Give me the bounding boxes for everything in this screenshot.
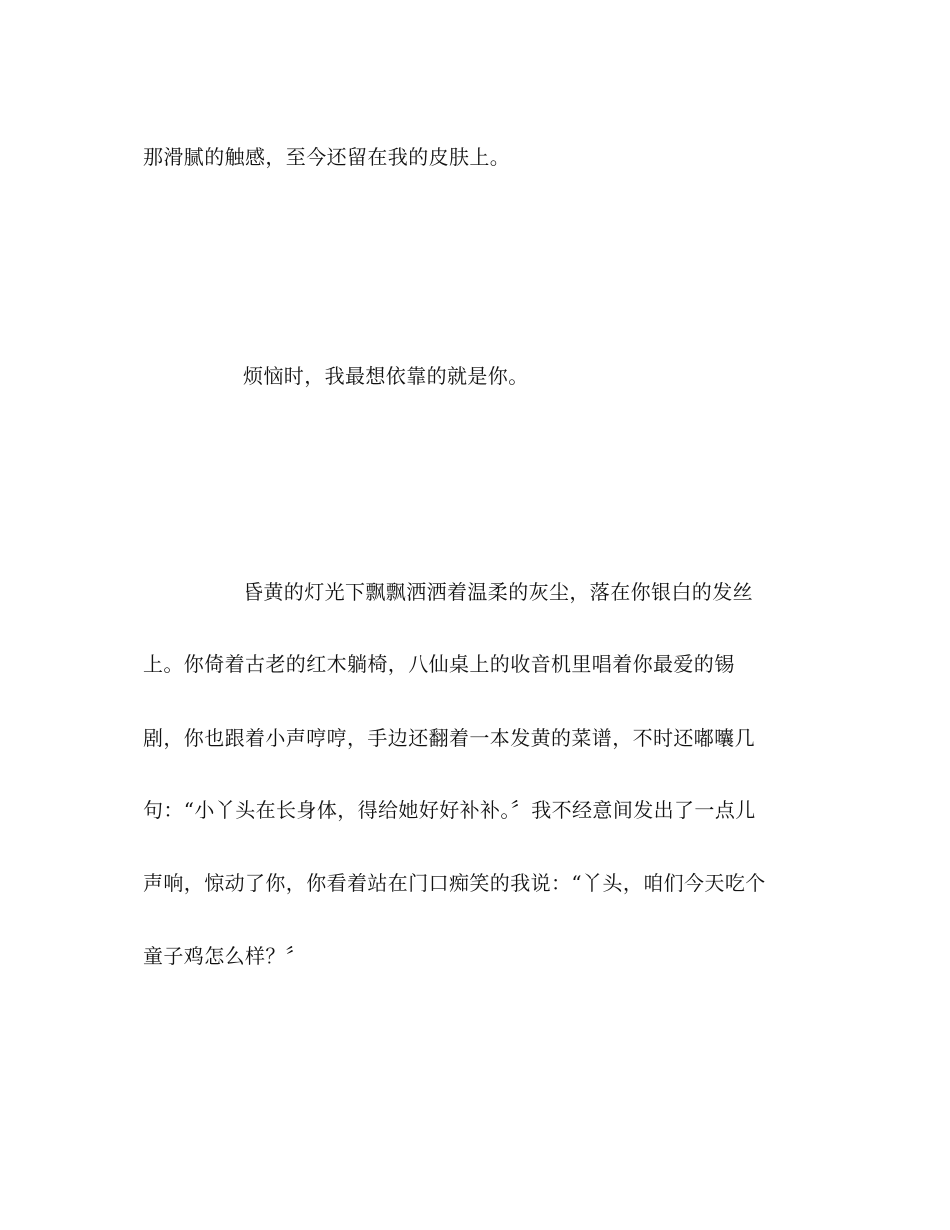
- paragraph-1-line-1: 那滑腻的触感，至今还留在我的皮肤上。: [143, 145, 511, 169]
- paragraph-3-line-3: 剧，你也跟着小声哼哼，手边还翻着一本发黄的菜谱，不时还嘟囔几: [143, 726, 755, 750]
- paragraph-3-line-6: 童子鸡怎么样？〞: [143, 944, 307, 968]
- paragraph-2-line-1: 烦恼时，我最想依靠的就是你。: [243, 364, 529, 388]
- paragraph-3-line-5: 声响，惊动了你，你看着站在门口痴笑的我说：“丫头，咱们今天吃个: [143, 871, 766, 895]
- paragraph-3-line-1: 昏黄的灯光下飘飘洒洒着温柔的灰尘，落在你银白的发丝: [243, 580, 753, 604]
- paragraph-3-line-4: 句：“小丫头在长身体，得给她好好补补。〞我不经意间发出了一点儿: [143, 798, 756, 822]
- paragraph-3-line-2: 上。你倚着古老的红木躺椅，八仙桌上的收音机里唱着你最爱的锡: [143, 652, 735, 676]
